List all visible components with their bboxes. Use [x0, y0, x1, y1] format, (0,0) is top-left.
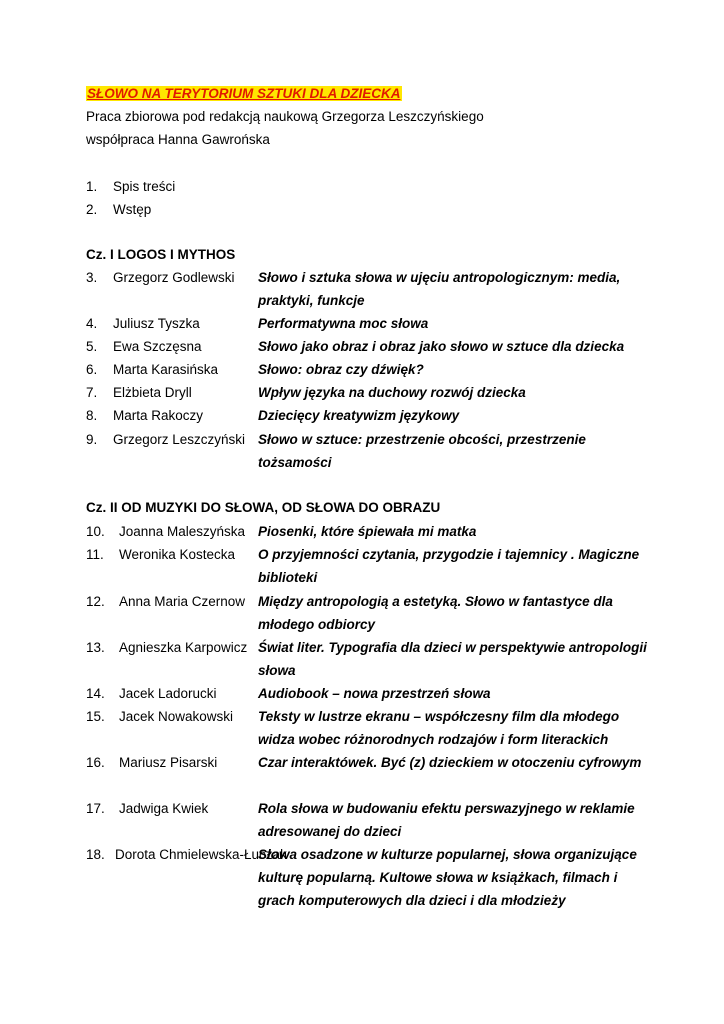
entry-title: Słowo: obraz czy dźwięk?: [258, 362, 424, 377]
entry-title: Dziecięcy kreatywizm językowy: [258, 408, 460, 423]
entry-author: Grzegorz Godlewski: [113, 270, 235, 285]
entry-author: Ewa Szczęsna: [113, 339, 202, 354]
entry-author: Agnieszka Karpowicz: [119, 640, 248, 655]
item-number: 2.: [86, 202, 98, 217]
entry-number: 17.: [86, 801, 105, 816]
item-number: 1.: [86, 179, 98, 194]
entry-author: Dorota Chmielewska-Łuczak: [115, 847, 287, 862]
entry-title: Świat liter. Typografia dla dzieci w perspektywie antropologii słowa: [258, 640, 647, 678]
document-subtitle: Praca zbiorowa pod redakcją naukową Grzegorza Leszczyńskiego: [86, 109, 484, 124]
section-heading-part1: Cz. I LOGOS I MYTHOS: [86, 247, 236, 262]
entry-author: Grzegorz Leszczyński: [113, 432, 246, 447]
entry-number: 13.: [86, 640, 105, 655]
entry-title: Rola słowa w budowaniu efektu perswazyjnego w reklamie adresowanej do dzieci: [258, 801, 635, 839]
entry-title: Piosenki, które śpiewała mi matka: [258, 524, 477, 539]
entry-title: Słowo jako obraz i obraz jako słowo w sztuce dla dziecka: [258, 339, 625, 354]
highlighted-title-text: SŁOWO NA TERYTORIUM SZTUKI DLA DZIECKA: [87, 86, 401, 101]
item-text: Spis treści: [113, 179, 176, 194]
entry-number: 10.: [86, 524, 105, 539]
entry-number: 7.: [86, 385, 98, 400]
entry-number: 16.: [86, 755, 105, 770]
entry-title: Między antropologią a estetyką. Słowo w fantastyce dla młodego odbiorcy: [258, 594, 613, 632]
entry-author: Mariusz Pisarski: [119, 755, 218, 770]
entry-title: Słowa osadzone w kulturze popularnej, słowa organizujące kulturę popularną. Kultowe słowa w książkach, filmach i grach komputerowych dla dzieci i dla młodzieży: [258, 847, 637, 908]
entry-title: Słowo w sztuce: przestrzenie obcości, przestrzenie tożsamości: [258, 432, 586, 470]
entry-title: O przyjemności czytania, przygodzie i tajemnicy . Magiczne biblioteki: [258, 547, 640, 585]
entry-author: Jacek Ladorucki: [119, 686, 217, 701]
entry-number: 9.: [86, 432, 98, 447]
entry-number: 15.: [86, 709, 105, 724]
entry-author: Anna Maria Czernow: [119, 594, 246, 609]
entry-title: Wpływ języka na duchowy rozwój dziecka: [258, 385, 526, 400]
entry-author: Weronika Kostecka: [119, 547, 236, 562]
entry-number: 12.: [86, 594, 105, 609]
entry-author: Marta Rakoczy: [113, 408, 204, 423]
entry-number: 11.: [86, 547, 104, 562]
entry-author: Marta Karasińska: [113, 362, 219, 377]
entry-author: Elżbieta Dryll: [113, 385, 192, 400]
entry-number: 3.: [86, 270, 98, 285]
entry-number: 5.: [86, 339, 98, 354]
entry-number: 18.: [86, 847, 105, 862]
section-heading-part2: Cz. II OD MUZYKI DO SŁOWA, OD SŁOWA DO OBRAZU: [86, 500, 441, 515]
entry-title: Czar interaktówek. Być (z) dzieckiem w otoczeniu cyfrowym: [258, 755, 642, 770]
document-collaboration: współpraca Hanna Gawrońska: [86, 132, 270, 147]
document-title: [86, 85, 402, 102]
entry-author: Jacek Nowakowski: [119, 709, 234, 724]
entry-title: Performatywna moc słowa: [258, 316, 429, 331]
entry-number: 4.: [86, 316, 98, 331]
entry-number: 14.: [86, 686, 105, 701]
item-text: Wstęp: [113, 202, 152, 217]
entry-title: Audiobook – nowa przestrzeń słowa: [258, 686, 491, 701]
entry-author: Joanna Maleszyńska: [119, 524, 246, 539]
entry-title: Słowo i sztuka słowa w ujęciu antropologicznym: media, praktyki, funkcje: [258, 270, 621, 308]
entry-author: Juliusz Tyszka: [113, 316, 200, 331]
entry-title: Teksty w lustrze ekranu – współczesny film dla młodego widza wobec różnorodnych rodzajów i form literackich: [258, 709, 620, 747]
entry-number: 6.: [86, 362, 98, 377]
entry-number: 8.: [86, 408, 98, 423]
entry-author: Jadwiga Kwiek: [119, 801, 209, 816]
